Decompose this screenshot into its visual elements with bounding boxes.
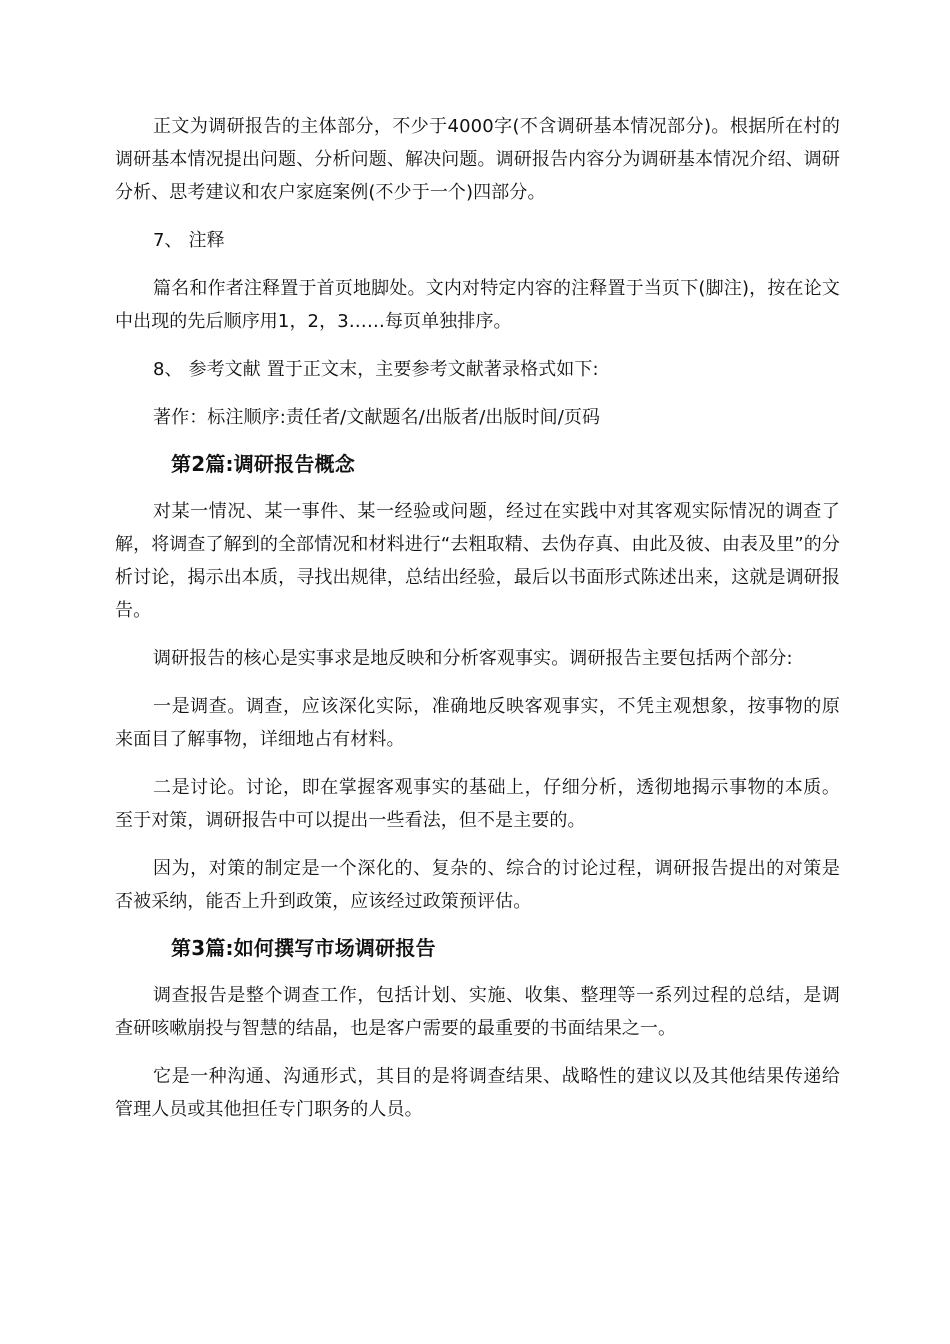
section-2-paragraph: 二是讨论。讨论，即在掌握客观事实的基础上，仔细分析，透彻地揭示事物的本质。至于对策，调研报告中可以提出一些看法，但不是主要的。 [115, 777, 840, 831]
document-body [115, 110, 840, 1141]
section-2-paragraph: 因为，对策的制定是一个深化的、复杂的、综合的讨论过程，调研报告提出的对策是否被采纳，能否上升到政策，应该经过政策预评估。 [115, 858, 840, 912]
item-7-title: 7、 注释 [153, 230, 225, 251]
section-3-paragraph: 它是一种沟通、沟通形式，其目的是将调查结果、战略性的建议以及其他结果传递给管理人员或其他担任专门职务的人员。 [115, 1066, 840, 1120]
section-3-heading: 第3篇:如何撰写市场调研报告 [171, 936, 436, 960]
works-format-paragraph: 著作：标注顺序:责任者/文献题名/出版者/出版时间/页码 [153, 407, 601, 428]
section-2-heading: 第2篇:调研报告概念 [171, 452, 355, 476]
section-2-paragraph: 一是调查。调查，应该深化实际，准确地反映客观事实，不凭主观想象，按事物的原来面目了解事物，详细地占有材料。 [115, 696, 840, 750]
section-2-paragraph: 对某一情况、某一事件、某一经验或问题，经过在实践中对其客观实际情况的调查了解，将调查了解到的全部情况和材料进行“去粗取精、去伪存真、由此及彼、由表及里”的分析讨论，揭示出本质，寻找出规律，总结出经验，最后以书面形式陈述出来，这就是调研报告。 [115, 501, 840, 621]
section-2-paragraph: 调研报告的核心是实事求是地反映和分析客观事实。调研报告主要包括两个部分: [153, 648, 793, 669]
item-8-title: 8、 参考文献 置于正文末，主要参考文献著录格式如下: [153, 359, 599, 380]
notes-paragraph: 篇名和作者注释置于首页地脚处。文内对特定内容的注释置于当页下(脚注)，按在论文中出现的先后顺序用1，2，3……每页单独排序。 [115, 278, 840, 332]
body-paragraph: 正文为调研报告的主体部分，不少于4000字(不含调研基本情况部分)。根据所在村的调研基本情况提出问题、分析问题、解决问题。调研报告内容分为调研基本情况介绍、调研分析、思考建议和农户家庭案例(不少于一个)四部分。 [115, 116, 840, 203]
section-3-paragraph: 调查报告是整个调查工作，包括计划、实施、收集、整理等一系列过程的总结，是调查研咳嗽崩投与智慧的结晶，也是客户需要的最重要的书面结果之一。 [115, 985, 840, 1039]
